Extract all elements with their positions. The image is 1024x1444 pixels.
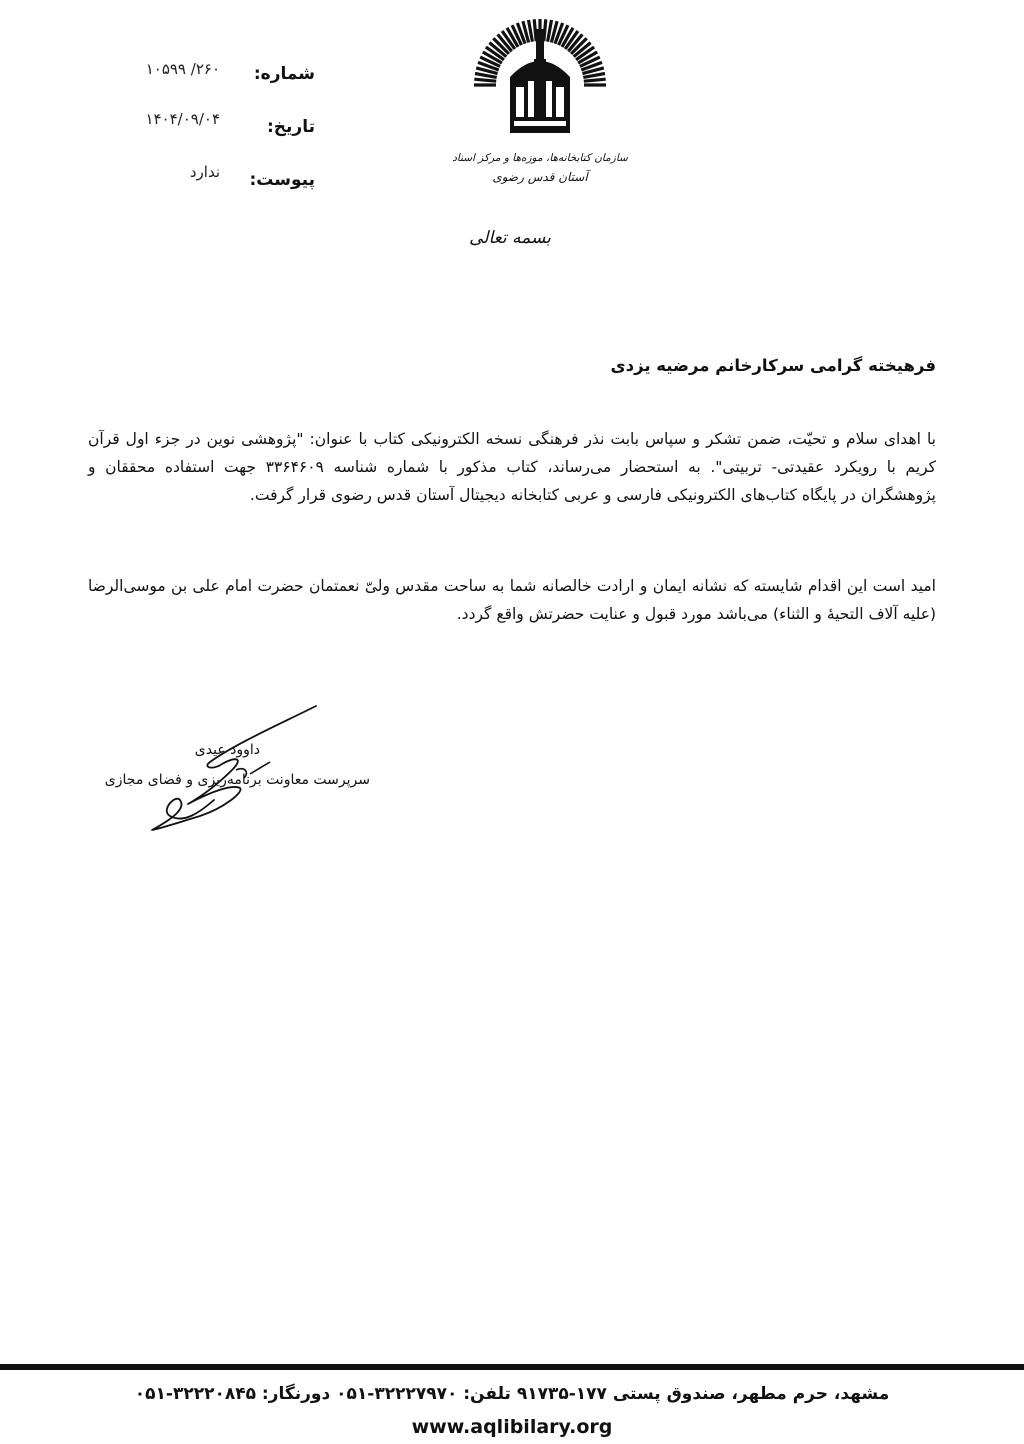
- logo-ray: [584, 79, 606, 81]
- logo-ray: [534, 19, 536, 41]
- handwritten-signature-icon: [140, 700, 330, 835]
- logo-ray: [474, 79, 496, 81]
- body-paragraph-2: امید است این اقدام شایسته که نشانه ایمان و ارادت خالصانه شما به ساحت مقدس ولیّ نعمتمان حضرت امام علی بن موسی‌الرضا (علیه آلاف التحیۀ و الثناء) می‌باشد مورد قبول و عنایت حضرتش واقع گردد.: [88, 577, 936, 623]
- attachment-label: پیوست:: [249, 170, 315, 190]
- footer-website-link[interactable]: www.aqlibilary.org: [411, 1416, 613, 1438]
- number-value: ۲۶۰/ ۱۰۵۹۹: [145, 60, 220, 78]
- logo-org-line2: آستان قدس رضوی: [492, 170, 588, 184]
- body-paragraph-1: با اهدای سلام و تحیّت، ضمن تشکر و سپاس بابت نذر فرهنگی نسخه الکترونیکی کتاب با عنوان: "پژوهشی نوین در جزء اول قرآن کریم با رویکرد عقیدتی- تربیتی". به استحضار می‌رساند، کتاب مذکور با شماره شناسه ۳۳۶۴۶۰۹ جهت استفاده محققان و پژوهشگران در پایگاه کتاب‌های الکترونیکی فارسی و عربی کتابخانه دیجیتال آستان قدس رضوی قرار گرفت.: [88, 430, 937, 504]
- shrine-emblem-icon: [510, 29, 570, 133]
- date-value: ۱۴۰۴/۰۹/۰۴: [145, 110, 220, 128]
- signer-name: داوود عیدی: [194, 742, 260, 758]
- signer-title: سرپرست معاونت برنامه‌ریزی و فضای مجازی: [104, 772, 370, 788]
- organization-logo: [452, 15, 628, 195]
- recipient-salutation: فرهیخته گرامی سرکارخانم مرضیه یزدی: [610, 356, 936, 375]
- attachment-value: ندارد: [189, 163, 220, 181]
- logo-ray: [544, 19, 546, 41]
- number-label: شماره:: [253, 64, 315, 84]
- footer-address: مشهد، حرم مطهر، صندوق پستی ۱۷۷-۹۱۷۳۵ تلفن: ۳۲۲۲۷۹۷۰-۰۵۱ دورنگار: ۳۲۲۲۰۸۴۵-۰۵۱: [134, 1384, 890, 1404]
- date-label: تاریخ:: [267, 117, 315, 137]
- logo-org-line1: سازمان کتابخانه‌ها، موزه‌ها و مرکز اسناد: [452, 152, 628, 164]
- footer-divider: [0, 1364, 1024, 1370]
- bismillah: بسمه تعالی: [469, 228, 551, 248]
